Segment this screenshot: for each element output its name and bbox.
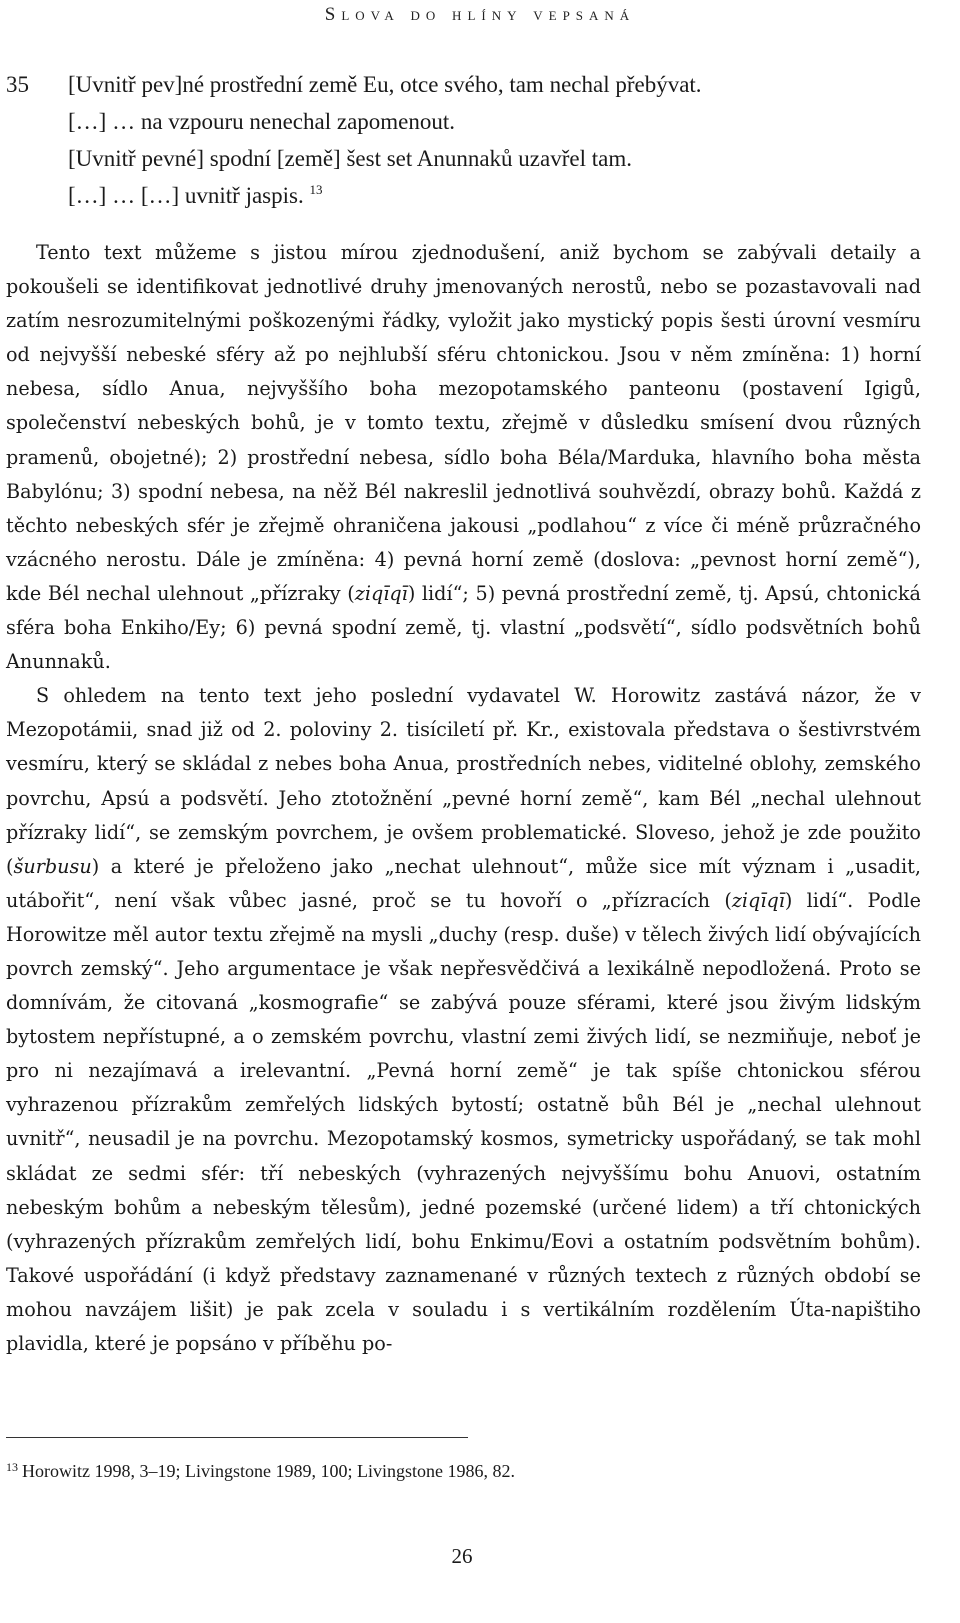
footnote [6,1458,906,1484]
verse-line-number: 35 [6,72,29,97]
italic-term: ziqīqī [731,888,785,912]
paragraph [6,679,921,1361]
footnote-text: Horowitz 1998, 3–19; Livingstone 1989, 100; Livingstone 1986, 82. [22,1461,515,1481]
verse-line-text: […] … na vzpouru nenechal zapomenout. [68,109,456,134]
paragraph-text: ) lidí“; 5) pevná prostřední země, tj. Apsú, chtonická sféra boha Enkiho/Ey; 6) pevná spodní země, tj. vlastní „podsvětí“, sídlo podsvětních bohů Anunnaků. [6,581,921,674]
paragraph-text: ) lidí“. Podle Horowitze měl autor textu zřejmě na mysli „duchy (resp. duše) v tělech živých lidí obývajících povrch zemský“. Jeho argumentace je však nepřesvědčivá a lexikálně nepodložená. Proto se domnívám, že citovaná „kosmografie“ se zabývá pouze sférami, které jsou živým lidským bytostem nepřístupné, a o zemském povrchu, vlastní zemi živých lidí, se nezmiňuje, neboť je pro ni nezajímavá a irelevantní. „Pevná horní země“ je tak spíše chtonickou sférou vyhrazenou přízrakům zemřelých lidských bytostí; ostatně bůh Bél je „nechal ulehnout uvnitř“, neusadil je na povrchu. Mezopotamský kosmos, symetricky uspořádaný, se tak mohl skládat ze sedmi sfér: tří nebeských (vyhrazených nejvyššímu bohu Anuovi, ostatním nebeským bohům a nebeským tělesům), jedné pozemské (určené lidem) a tří chtonických (vyhrazených přízrakům zemřelých lidí, bohu Enkimu/Eovi a ostatním podsvětním bohům). Takové uspořádání (i když představy zaznamenané v různých textech z různých období se mohou navzájem lišit) je pak zcela v souladu i s vertikálním rozdělením Úta-napištiho plavidla, které je popsáno v příběhu po- [6,888,922,1355]
paragraph-text: S ohledem na tento text jeho poslední vydavatel W. Horowitz zastává názor, že v Mezopotámii, snad již od 2. poloviny 2. tisíciletí př. Kr., existovala představa o šestivrstvém vesmíru, který se skládal z nebes boha Anua, prostředních nebes, viditelné oblohy, zemského povrchu, Apsú a podsvětí. Jeho ztotožnění „pevné horní země“, kam Bél „nechal ulehnout přízraky lidí“, se zemským povrchem, je ovšem problematické. Sloveso, jehož je zde použito ( [6,684,921,878]
paragraph-text: ) a které je přeloženo jako „nechat ulehnout“, může sice mít význam i „usadit, utábořit“, není však vůbec jasné, proč se tu hovoří o „přízracích ( [6,854,921,912]
page-number: 26 [451,1544,473,1568]
italic-term: ziqīqī [354,581,408,605]
verse-block [6,66,906,214]
verse-line [6,103,906,140]
verse-line [6,66,906,103]
italic-term: šurbusu [13,854,92,878]
paragraph [6,236,921,679]
verse-line-text: [Uvnitř pev]né prostřední země Eu, otce svého, tam nechal přebývat. [68,72,702,97]
paragraph-text: Tento text můžeme s jistou mírou zjednodušení, aniž bychom se zabývali detaily a pokoušeli se identifikovat jednotlivé druhy jmenovaných nerostů, nebo se pozastavovali nad zatím nesrozumitelnými poškozenými řádky, vyložit jako mystický popis šesti úrovní vesmíru od nejvyšší nebeské sféry až po nejhlubší sféru chtonickou. Jsou v něm zmíněna: 1) horní nebesa, sídlo Anua, nejvyššího boha mezopotamského panteonu (postavení Igigů, společenství nebeských bohů, je v tomto textu, zřejmě v důsledku smísení dvou různých pramenů, obojetné); 2) prostřední nebesa, sídlo boha Béla/Marduka, hlavního boha města Babylónu; 3) spodní nebesa, na něž Bél nakreslil jednotlivá souhvězdí, obrazy bohů. Každá z těchto nebeských sfér je zřejmě ohraničena jakousi „podlahou“ z více či méně průzračného vzácného nerostu. Dále je zmíněna: 4) pevná horní země (doslova: „pevnost horní země“), kde Bél nechal ulehnout „přízraky ( [6,241,921,605]
footnote-number: 13 [6,1460,18,1474]
body-text [6,236,921,1361]
footnote-reference[interactable]: 13 [309,182,323,197]
verse-line-text: [Uvnitř pevné] spodní [země] šest set Anunnaků uzavřel tam. [68,146,632,171]
footnote-divider [6,1437,468,1438]
verse-line [6,140,906,177]
running-head: Slova do hlíny vepsaná [324,4,636,25]
verse-line-text: […] … […] uvnitř jaspis. [68,183,304,208]
verse-line [6,177,906,214]
